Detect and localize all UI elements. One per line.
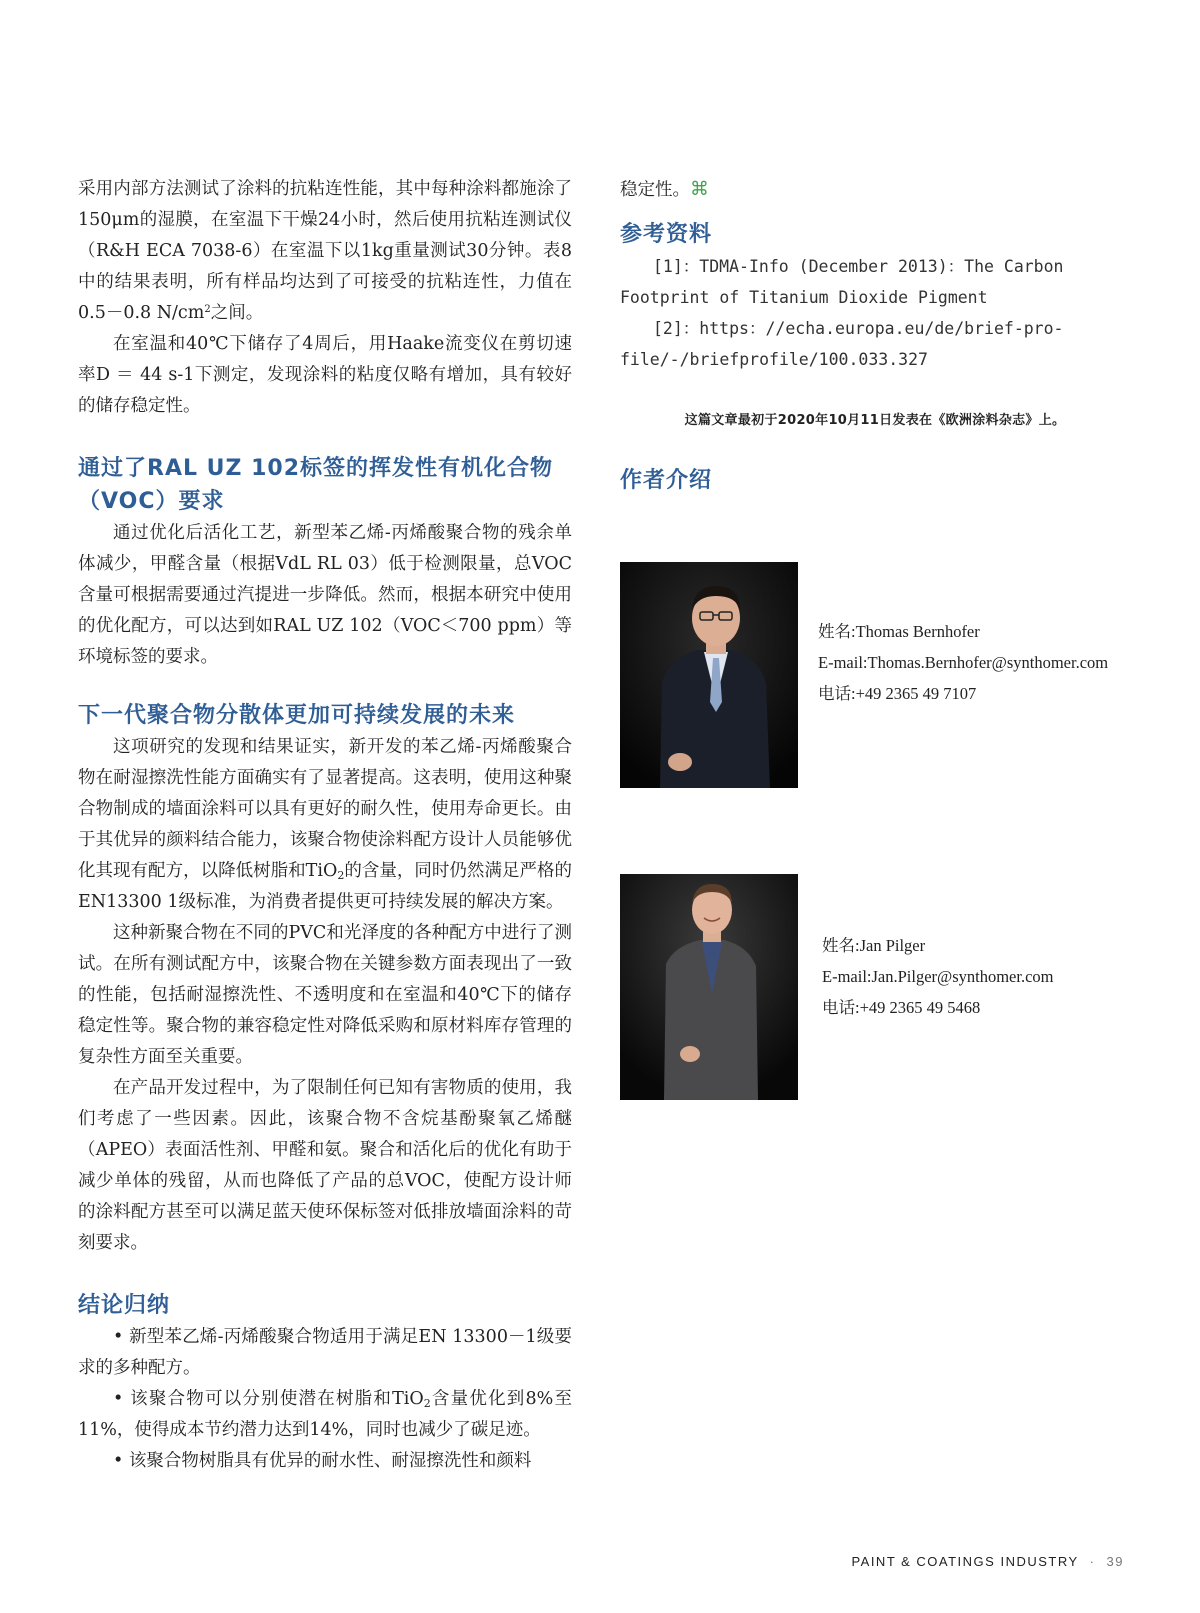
publication-note: 这篇文章最初于2020年10月11日发表在《欧洲涂料杂志》上。 — [684, 413, 1066, 428]
heading-voc: 通过了RAL UZ 102标签的挥发性有机化合物（VOC）要求 — [78, 456, 554, 514]
end-of-article-icon: ⌘ — [690, 178, 709, 200]
subscript: 2 — [423, 1397, 431, 1410]
author-phone: 电话:+49 2365 49 5468 — [822, 998, 981, 1017]
paragraph-voc: 通过优化后活化工艺，新型苯乙烯-丙烯酸聚合物的残余单体减少，甲醛含量（根据VdL RL 03）低于检测限量，总VOC含量可根据需要通过汽提进一步降低。然而，根据本研究中使用的优化配方，可以达到如RAL UZ 102（VOC＜700 ppm）等环境标签的要求。 — [78, 523, 572, 667]
bullet-item: • 该聚合物树脂具有优异的耐水性、耐湿擦洗性和颜料 — [113, 1451, 532, 1471]
superscript: 2 — [204, 304, 211, 315]
page-number: 39 — [1106, 1554, 1124, 1569]
paragraph-text: 稳定性。 — [620, 180, 690, 200]
author-info-thomas — [818, 616, 1108, 709]
bullet-text: • 该聚合物可以分别使潜在树脂和TiO — [113, 1389, 424, 1409]
author-name: 姓名:Thomas Bernhofer — [818, 622, 980, 641]
heading-conclusion: 结论归纳 — [78, 1293, 171, 1318]
paragraph-storage-stability: 在室温和40℃下储存了4周后，用Haake流变仪在剪切速率D ＝ 44 s-1下测定，发现涂料的粘度仅略有增加，具有较好的储存稳定性。 — [78, 334, 572, 416]
left-column — [78, 174, 572, 1477]
paragraph-text: 之间。 — [210, 303, 264, 323]
magazine-name: PAINT & COATINGS INDUSTRY — [851, 1554, 1079, 1569]
author-photo-thomas — [620, 562, 798, 788]
author-photo-jan — [620, 874, 798, 1100]
paragraph-continued — [620, 174, 1130, 206]
footer-separator: · — [1089, 1554, 1096, 1569]
paragraph-text: 的含量，同时仍然满足严格的EN13300 1级标准，为消费者提供更可持续发展的解决方案。 — [78, 861, 572, 912]
paragraph-testing: 这种新聚合物在不同的PVC和光泽度的各种配方中进行了测试。在所有测试配方中，该聚合物在关键参数方面表现出了一致的性能，包括耐湿擦洗性、不透明度和在室温和40℃下的储存稳定性等。聚合物的兼容稳定性对降低采购和原材料库存管理的复杂性方面至关重要。 — [78, 923, 572, 1067]
bullet-text: 含量优化到8%至11%，使得成本节约潜力达到14%，同时也减少了碳足迹。 — [78, 1389, 572, 1440]
bullet-item: • 新型苯乙烯-丙烯酸聚合物适用于满足EN 13300－1级要求的多种配方。 — [78, 1327, 572, 1378]
reference-item[interactable]: [2]：https：//echa.europa.eu/de/brief-pro-file/-/briefprofile/100.033.327 — [620, 319, 1064, 369]
paragraph-findings — [78, 732, 572, 918]
bullet-item — [78, 1384, 572, 1446]
heading-authors: 作者介绍 — [620, 468, 713, 493]
author-name: 姓名:Jan Pilger — [822, 936, 926, 955]
right-column — [620, 174, 1130, 497]
heading-next-generation: 下一代聚合物分散体更加可持续发展的未来 — [78, 703, 516, 728]
reference-item: [1]：TDMA-Info (December 2013)：The Carbon Footprint of Titanium Dioxide Pigment — [620, 257, 1064, 307]
author-phone: 电话:+49 2365 49 7107 — [818, 684, 977, 703]
paragraph-block-resistance — [78, 174, 572, 329]
paragraph-text: 采用内部方法测试了涂料的抗粘连性能，其中每种涂料都施涂了150μm的湿膜，在室温下干燥24小时，然后使用抗粘连测试仪（R&H ECA 7038-6）在室温下以1kg重量测试30分钟。表8中的结果表明，所有样品均达到了可接受的抗粘连性，力值在0.5－0.8 N/cm — [78, 179, 572, 323]
author-info-jan — [822, 930, 1054, 1023]
portrait-image — [620, 874, 798, 1100]
author-email[interactable]: E-mail:Jan.Pilger@synthomer.com — [822, 967, 1054, 986]
author-email[interactable]: E-mail:Thomas.Bernhofer@synthomer.com — [818, 653, 1109, 672]
portrait-image — [620, 562, 798, 788]
page-footer — [851, 1554, 1124, 1569]
paragraph-development: 在产品开发过程中，为了限制任何已知有害物质的使用，我们考虑了一些因素。因此，该聚合物不含烷基酚聚氧乙烯醚（APEO）表面活性剂、甲醛和氨。聚合和活化后的优化有助于减少单体的残留，从而也降低了产品的总VOC，使配方设计师的涂料配方甚至可以满足蓝天使环保标签对低排放墙面涂料的苛刻要求。 — [78, 1078, 572, 1253]
heading-references: 参考资料 — [620, 222, 713, 247]
paragraph-text: 这项研究的发现和结果证实，新开发的苯乙烯-丙烯酸聚合物在耐湿擦洗性能方面确实有了显著提高。这表明，使用这种聚合物制成的墙面涂料可以具有更好的耐久性，使用寿命更长。由于其优异的颜料结合能力，该聚合物使涂料配方设计人员能够优化其现有配方，以降低树脂和TiO — [78, 737, 572, 881]
subscript: 2 — [337, 869, 345, 882]
